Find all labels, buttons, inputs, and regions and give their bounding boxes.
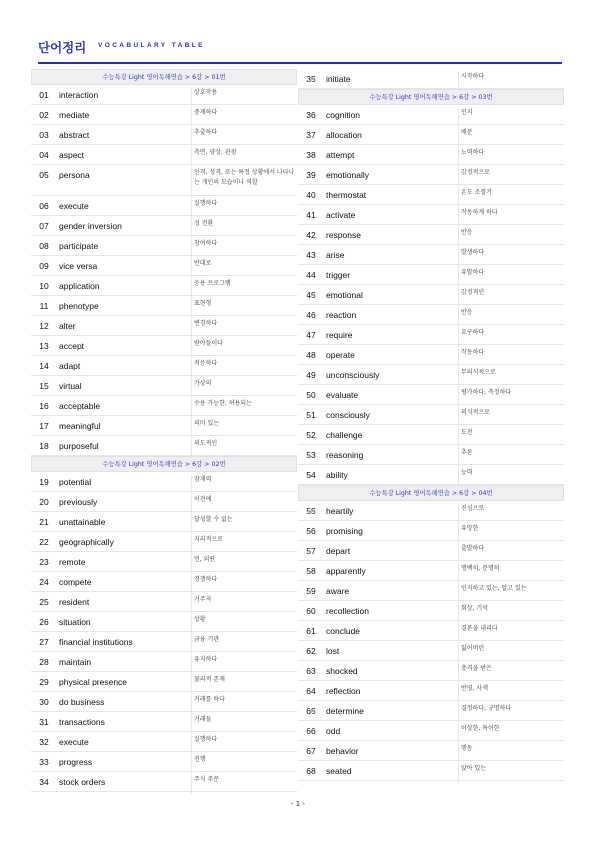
vocab-word: ability	[326, 470, 348, 480]
vocab-number: 53	[306, 450, 316, 460]
vocab-meaning: 반대로	[191, 259, 297, 278]
vocab-number: 04	[39, 150, 49, 160]
vocab-number: 45	[306, 290, 316, 300]
vocab-meaning: 명백히, 분명히	[458, 564, 564, 583]
vocab-meaning: 참여하다	[191, 239, 297, 258]
vocab-row	[298, 265, 564, 285]
vocab-row	[298, 681, 564, 701]
vocab-row	[298, 69, 564, 89]
vocab-meaning: 결론을 내리다	[458, 624, 564, 643]
vocab-row	[31, 552, 297, 572]
vocab-number: 27	[39, 637, 49, 647]
vocab-number: 06	[39, 201, 49, 211]
vocab-number: 63	[306, 666, 316, 676]
vocab-row	[298, 601, 564, 621]
vocab-word: execute	[59, 201, 89, 211]
vocab-row	[298, 205, 564, 225]
section-header: 수능특강 Light 영어독해연습 > 6강 > 02번	[31, 456, 297, 472]
vocab-row	[31, 672, 297, 692]
vocab-number: 17	[39, 421, 49, 431]
vocab-word: arise	[326, 250, 345, 260]
page-header	[38, 38, 562, 64]
vocab-row	[298, 305, 564, 325]
vocab-number: 12	[39, 321, 49, 331]
vocab-word: behavior	[326, 746, 359, 756]
vocab-row	[298, 345, 564, 365]
vocab-column-right	[298, 69, 564, 781]
vocab-word: purposeful	[59, 441, 99, 451]
vocab-row	[31, 732, 297, 752]
vocab-row	[298, 541, 564, 561]
page-title: 단어정리	[38, 40, 87, 55]
vocab-row	[298, 621, 564, 641]
vocab-number: 30	[39, 697, 49, 707]
vocab-meaning: 잃어버린	[458, 644, 564, 663]
vocab-row	[31, 772, 297, 792]
vocab-meaning: 실행하다	[191, 199, 297, 218]
vocab-word: odd	[326, 726, 341, 736]
vocab-word: alter	[59, 321, 76, 331]
vocab-number: 24	[39, 577, 49, 587]
vocab-meaning: 유지하다	[191, 655, 297, 674]
vocab-number: 52	[306, 430, 316, 440]
vocab-word: recollection	[326, 606, 369, 616]
vocab-word: stock orders	[59, 777, 106, 787]
section-header: 수능특강 Light 영어독해연습 > 6강 > 01번	[31, 69, 297, 85]
vocab-number: 33	[39, 757, 49, 767]
vocab-row	[298, 581, 564, 601]
vocab-word: potential	[59, 477, 92, 487]
vocab-row	[298, 741, 564, 761]
vocab-word: apparently	[326, 566, 366, 576]
vocab-meaning: 상호작용	[191, 88, 297, 107]
vocab-meaning: 반응	[458, 308, 564, 327]
vocab-row	[31, 296, 297, 316]
vocab-meaning: 거주자	[191, 595, 297, 614]
vocab-number: 49	[306, 370, 316, 380]
vocab-row	[31, 125, 297, 145]
vocab-meaning: 의도적인	[191, 439, 297, 458]
vocab-row	[298, 365, 564, 385]
vocab-row	[31, 376, 297, 396]
vocab-word: unattainable	[59, 517, 106, 527]
vocab-row	[31, 572, 297, 592]
vocab-word: financial institutions	[59, 637, 133, 647]
vocab-number: 02	[39, 110, 49, 120]
vocab-number: 60	[306, 606, 316, 616]
vocab-word: operate	[326, 350, 355, 360]
vocab-number: 21	[39, 517, 49, 527]
vocab-word: trigger	[326, 270, 351, 280]
vocab-number: 25	[39, 597, 49, 607]
vocab-row	[31, 752, 297, 772]
vocab-meaning: 주식 주문	[191, 775, 297, 794]
vocab-word: reasoning	[326, 450, 364, 460]
vocab-meaning: 감정적인	[458, 288, 564, 307]
vocab-column-left	[31, 69, 297, 792]
vocab-meaning: 감정적으로	[458, 168, 564, 187]
vocab-row	[298, 165, 564, 185]
vocab-meaning: 유망한	[458, 524, 564, 543]
vocab-word: meaningful	[59, 421, 101, 431]
vocab-word: lost	[326, 646, 340, 656]
vocab-meaning: 유발하다	[458, 268, 564, 287]
vocab-word: physical presence	[59, 677, 128, 687]
vocab-row	[298, 641, 564, 661]
vocab-meaning: 작동하다	[458, 348, 564, 367]
vocab-number: 46	[306, 310, 316, 320]
vocab-row	[298, 425, 564, 445]
vocab-word: reaction	[326, 310, 357, 320]
vocab-row	[31, 396, 297, 416]
vocab-number: 32	[39, 737, 49, 747]
vocab-meaning: 평가하다, 측정하다	[458, 388, 564, 407]
vocab-word: application	[59, 281, 100, 291]
vocab-number: 48	[306, 350, 316, 360]
vocab-word: aware	[326, 586, 350, 596]
vocab-number: 15	[39, 381, 49, 391]
vocab-word: unconsciously	[326, 370, 380, 380]
vocab-word: heartily	[326, 506, 354, 516]
vocab-number: 37	[306, 130, 316, 140]
vocab-meaning: 충격을 받은	[458, 664, 564, 683]
vocab-number: 35	[306, 74, 316, 84]
vocab-row	[298, 325, 564, 345]
vocab-meaning: 응용 프로그램	[191, 279, 297, 298]
vocab-number: 50	[306, 390, 316, 400]
vocab-meaning: 반영, 사색	[458, 684, 564, 703]
vocab-row	[298, 185, 564, 205]
vocab-word: response	[326, 230, 361, 240]
vocab-meaning: 결정하다, 규명하다	[458, 704, 564, 723]
vocab-word: compete	[59, 577, 92, 587]
vocab-row	[298, 721, 564, 741]
vocab-word: execute	[59, 737, 89, 747]
vocab-word: phenotype	[59, 301, 99, 311]
vocab-word: determine	[326, 706, 364, 716]
vocab-meaning: 수용 가능한, 허용되는	[191, 399, 297, 418]
vocab-row	[31, 692, 297, 712]
vocab-row	[31, 256, 297, 276]
vocab-word: adapt	[59, 361, 81, 371]
vocab-word: accept	[59, 341, 85, 351]
vocab-number: 56	[306, 526, 316, 536]
vocab-word: transactions	[59, 717, 105, 727]
vocab-number: 18	[39, 441, 49, 451]
vocab-word: do business	[59, 697, 105, 707]
vocab-word: reflection	[326, 686, 361, 696]
vocab-meaning: 작동하게 하다	[458, 208, 564, 227]
vocab-row	[31, 712, 297, 732]
vocab-meaning: 회상, 기억	[458, 604, 564, 623]
vocab-meaning: 능력	[458, 468, 564, 487]
vocab-meaning: 금융 기관	[191, 635, 297, 654]
vocab-meaning: 경쟁하다	[191, 575, 297, 594]
vocab-meaning: 잠재력	[191, 475, 297, 494]
vocab-meaning: 요구하다	[458, 328, 564, 347]
vocab-row	[31, 165, 297, 196]
vocab-meaning: 인지	[458, 108, 564, 127]
vocab-word: shocked	[326, 666, 358, 676]
vocab-meaning: 이전에	[191, 495, 297, 514]
vocab-meaning: 반응	[458, 228, 564, 247]
vocab-number: 40	[306, 190, 316, 200]
vocab-meaning: 추론	[458, 448, 564, 467]
vocab-meaning: 앉아 있는	[458, 764, 564, 783]
vocab-number: 10	[39, 281, 49, 291]
vocab-row	[298, 145, 564, 165]
vocab-word: previously	[59, 497, 98, 507]
vocab-word: seated	[326, 766, 352, 776]
vocab-word: require	[326, 330, 353, 340]
vocab-meaning: 지리적으로	[191, 535, 297, 554]
vocab-word: attempt	[326, 150, 355, 160]
vocab-number: 20	[39, 497, 49, 507]
vocab-meaning: 실행하다	[191, 735, 297, 754]
vocab-row	[298, 125, 564, 145]
vocab-meaning: 측면, 양상, 관점	[191, 148, 297, 167]
vocab-row	[31, 216, 297, 236]
vocab-meaning: 추출하다	[191, 128, 297, 147]
vocab-word: initiate	[326, 74, 351, 84]
vocab-row	[298, 445, 564, 465]
vocab-number: 43	[306, 250, 316, 260]
vocab-row	[31, 316, 297, 336]
vocab-word: emotionally	[326, 170, 369, 180]
vocab-row	[31, 592, 297, 612]
vocab-word: conclude	[326, 626, 361, 636]
vocab-word: depart	[326, 546, 351, 556]
vocab-word: remote	[59, 557, 86, 567]
vocab-meaning: 도전	[458, 428, 564, 447]
vocab-meaning: 거래를 하다	[191, 695, 297, 714]
vocab-word: maintain	[59, 657, 92, 667]
vocab-word: resident	[59, 597, 90, 607]
vocab-meaning: 가상의	[191, 379, 297, 398]
vocab-meaning: 출발하다	[458, 544, 564, 563]
vocab-word: activate	[326, 210, 356, 220]
vocab-word: cognition	[326, 110, 361, 120]
vocab-row	[31, 512, 297, 532]
vocab-meaning: 이상한, 특이한	[458, 724, 564, 743]
vocab-number: 59	[306, 586, 316, 596]
vocab-number: 26	[39, 617, 49, 627]
vocab-word: promising	[326, 526, 363, 536]
vocab-number: 08	[39, 241, 49, 251]
vocab-number: 47	[306, 330, 316, 340]
vocab-word: aspect	[59, 150, 85, 160]
vocab-number: 31	[39, 717, 49, 727]
vocab-meaning: 변경하다	[191, 319, 297, 338]
vocab-meaning: 의식적으로	[458, 408, 564, 427]
vocab-meaning: 배분	[458, 128, 564, 147]
vocab-word: persona	[59, 170, 90, 180]
vocab-word: virtual	[59, 381, 82, 391]
vocab-number: 34	[39, 777, 49, 787]
vocab-number: 07	[39, 221, 49, 231]
vocab-row	[31, 85, 297, 105]
vocab-number: 67	[306, 746, 316, 756]
vocab-row	[298, 465, 564, 485]
vocab-number: 16	[39, 401, 49, 411]
vocab-number: 38	[306, 150, 316, 160]
vocab-row	[298, 761, 564, 781]
section-header: 수능특강 Light 영어독해연습 > 6강 > 03번	[298, 89, 564, 105]
vocab-number: 55	[306, 506, 316, 516]
vocab-row	[31, 436, 297, 456]
vocab-meaning: 진심으로	[458, 504, 564, 523]
vocab-number: 13	[39, 341, 49, 351]
vocab-word: gender inversion	[59, 221, 122, 231]
vocab-number: 41	[306, 210, 316, 220]
vocab-row	[31, 356, 297, 376]
vocab-row	[298, 521, 564, 541]
vocab-number: 36	[306, 110, 316, 120]
vocab-number: 29	[39, 677, 49, 687]
vocab-word: interaction	[59, 90, 99, 100]
vocab-row	[31, 236, 297, 256]
vocab-word: situation	[59, 617, 91, 627]
vocab-row	[298, 661, 564, 681]
vocab-meaning: 적응하다	[191, 359, 297, 378]
vocab-meaning: 물리적 존재	[191, 675, 297, 694]
vocab-row	[31, 196, 297, 216]
vocab-row	[31, 336, 297, 356]
vocab-number: 14	[39, 361, 49, 371]
vocab-word: abstract	[59, 130, 90, 140]
vocab-number: 22	[39, 537, 49, 547]
vocab-meaning: 받아들이다	[191, 339, 297, 358]
vocab-row	[31, 145, 297, 165]
vocab-meaning: 노력하다	[458, 148, 564, 167]
vocab-row	[298, 501, 564, 521]
vocab-word: geographically	[59, 537, 114, 547]
vocab-number: 61	[306, 626, 316, 636]
vocab-word: consciously	[326, 410, 370, 420]
vocab-number: 39	[306, 170, 316, 180]
vocab-row	[298, 561, 564, 581]
vocab-word: evaluate	[326, 390, 359, 400]
vocab-meaning: 무의식적으로	[458, 368, 564, 387]
vocab-number: 66	[306, 726, 316, 736]
vocab-meaning: 성 전환	[191, 219, 297, 238]
vocab-word: participate	[59, 241, 99, 251]
vocab-number: 68	[306, 766, 316, 776]
vocab-number: 42	[306, 230, 316, 240]
vocab-row	[298, 701, 564, 721]
vocab-meaning: 중재하다	[191, 108, 297, 127]
vocab-number: 23	[39, 557, 49, 567]
vocab-row	[298, 405, 564, 425]
vocab-number: 09	[39, 261, 49, 271]
page-subtitle: VOCABULARY TABLE	[98, 42, 205, 49]
vocab-number: 57	[306, 546, 316, 556]
vocab-number: 05	[39, 170, 49, 180]
vocab-meaning: 상황	[191, 615, 297, 634]
vocab-number: 44	[306, 270, 316, 280]
page-number: - 1 -	[291, 800, 305, 808]
vocab-number: 58	[306, 566, 316, 576]
vocab-number: 01	[39, 90, 49, 100]
vocab-row	[298, 105, 564, 125]
vocab-meaning: 표현형	[191, 299, 297, 318]
vocab-row	[298, 385, 564, 405]
vocab-number: 03	[39, 130, 49, 140]
vocab-word: challenge	[326, 430, 363, 440]
vocab-word: allocation	[326, 130, 362, 140]
vocab-row	[31, 472, 297, 492]
vocab-number: 64	[306, 686, 316, 696]
vocab-meaning: 온도 조절기	[458, 188, 564, 207]
vocab-word: emotional	[326, 290, 363, 300]
vocab-meaning: 달성할 수 없는	[191, 515, 297, 534]
vocab-number: 19	[39, 477, 49, 487]
vocab-meaning: 거래들	[191, 715, 297, 734]
vocab-meaning: 진행	[191, 755, 297, 774]
vocab-meaning: 인격, 성격, 또는 특정 상황에서 나타나는 개인의 모습이나 역할	[191, 168, 297, 198]
vocab-row	[31, 612, 297, 632]
vocab-meaning: 먼, 외딴	[191, 555, 297, 574]
vocab-word: acceptable	[59, 401, 101, 411]
vocab-meaning: 발생하다	[458, 248, 564, 267]
vocab-row	[31, 532, 297, 552]
section-header: 수능특강 Light 영어독해연습 > 6강 > 04번	[298, 485, 564, 501]
vocab-row	[31, 276, 297, 296]
vocab-word: mediate	[59, 110, 90, 120]
vocab-row	[31, 632, 297, 652]
vocab-row	[31, 652, 297, 672]
vocab-word: thermostat	[326, 190, 367, 200]
vocab-meaning: 시작하다	[458, 72, 564, 91]
vocab-number: 51	[306, 410, 316, 420]
vocab-row	[298, 285, 564, 305]
vocab-meaning: 행동	[458, 744, 564, 763]
vocab-row	[298, 245, 564, 265]
vocab-row	[298, 225, 564, 245]
vocab-number: 62	[306, 646, 316, 656]
vocab-row	[31, 492, 297, 512]
vocab-meaning: 의미 있는	[191, 419, 297, 438]
vocab-row	[31, 105, 297, 125]
vocab-number: 28	[39, 657, 49, 667]
vocab-word: vice versa	[59, 261, 98, 271]
vocab-number: 54	[306, 470, 316, 480]
vocab-meaning: 인지하고 있는, 알고 있는	[458, 584, 564, 603]
vocab-word: progress	[59, 757, 93, 767]
vocab-number: 11	[39, 301, 49, 311]
vocab-number: 65	[306, 706, 316, 716]
vocab-row	[31, 416, 297, 436]
